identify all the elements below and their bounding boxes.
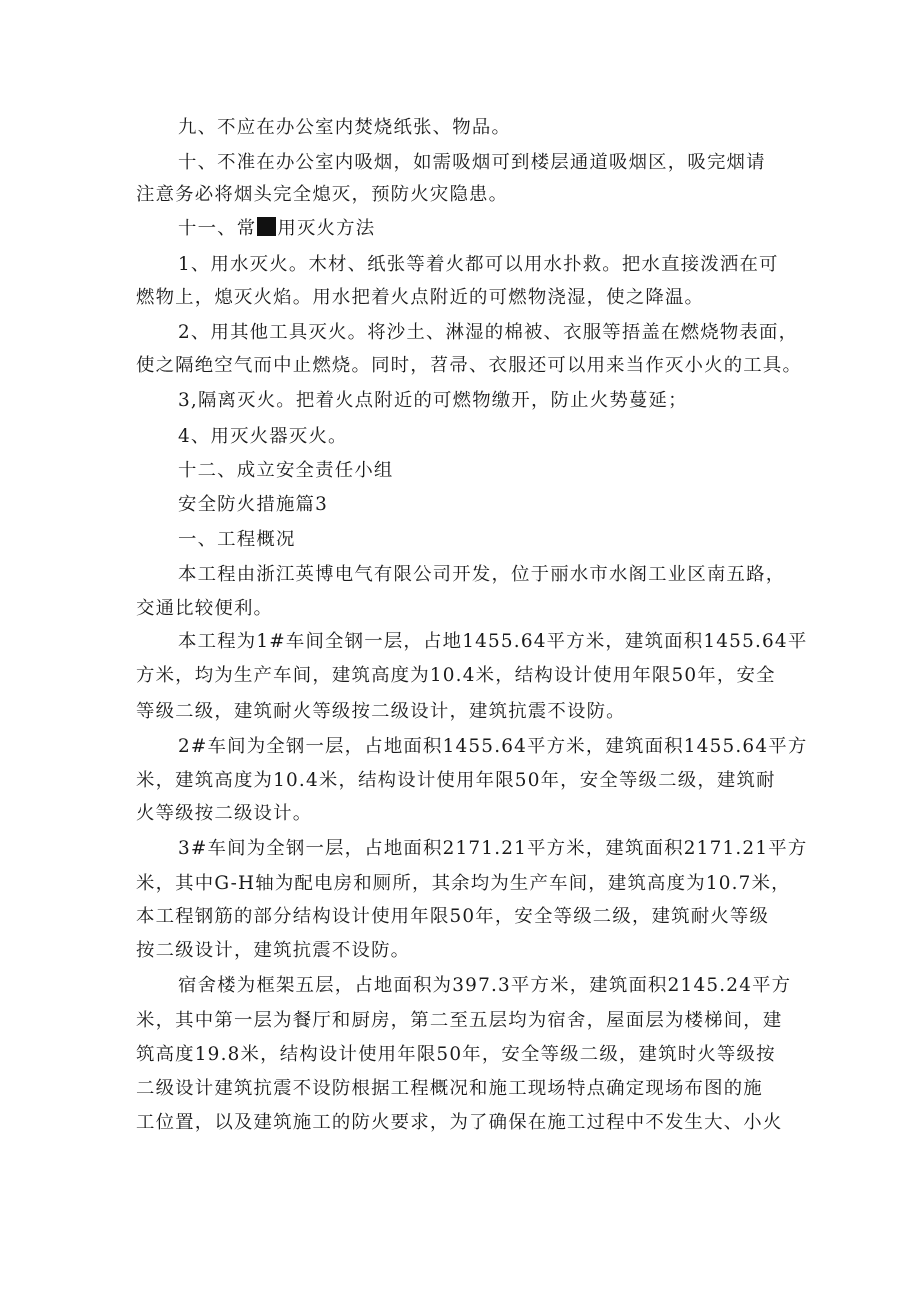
heading-text-part1: 十一、常 (178, 218, 257, 239)
paragraph-line: 方米，均为生产车间，建筑高度为10.4米，结构设计使用年限50年，安全 (136, 665, 776, 686)
paragraph-line: 2、用其他工具灭火。将沙土、淋湿的棉被、衣服等捂盖在燃烧物表面， (178, 322, 799, 343)
paragraph-line: 注意务必将烟头完全熄灭，预防火灾隐患。 (136, 184, 509, 205)
section-title: 安全防火措施篇3 (178, 494, 329, 515)
paragraph-line: 十、不准在办公室内吸烟，如需吸烟可到楼层通道吸烟区，吸完烟请 (178, 152, 766, 173)
paragraph-line: 2#车间为全钢一层，占地面积1455.64平方米，建筑面积1455.64平方 (178, 736, 808, 757)
paragraph-line: 工位置，以及建筑施工的防火要求，为了确保在施工过程中不发生大、小火 (136, 1112, 783, 1133)
paragraph-line: 本工程由浙江英博电气有限公司开发，位于丽水市水阁工业区南五路， (178, 564, 786, 585)
paragraph-line: 米，其中G-H轴为配电房和厕所，其余均为生产车间，建筑高度为10.7米， (136, 873, 791, 894)
paragraph-line: 九、不应在办公室内焚烧纸张、物品。 (178, 117, 512, 138)
redaction-block (257, 217, 276, 236)
paragraph-line: 宿舍楼为框架五层，占地面积为397.3平方米，建筑面积2145.24平方 (178, 975, 792, 996)
paragraph-line: 4、用灭火器灭火。 (178, 426, 348, 447)
paragraph-line: 1、用水灭火。木材、纸张等着火都可以用水扑救。把水直接泼洒在可 (178, 254, 779, 275)
paragraph-line: 使之隔绝空气而中止燃烧。同时，苕帚、衣服还可以用来当作灭小火的工具。 (136, 355, 803, 376)
paragraph-line: 筑高度19.8米，结构设计使用年限50年，安全等级二级，建筑时火等级按 (136, 1044, 776, 1065)
paragraph-line: 米，建筑高度为10.4米，结构设计使用年限50年，安全等级二级，建筑耐 (136, 770, 776, 791)
paragraph-line: 3,隔离灭火。把着火点附近的可燃物缴开，防止火势蔓延； (178, 390, 688, 411)
paragraph-line: 本工程为1#车间全钢一层，占地1455.64平方米，建筑面积1455.64平 (178, 631, 808, 652)
paragraph-line: 一、工程概况 (178, 529, 296, 550)
paragraph-line: 本工程钢筋的部分结构设计使用年限50年，安全等级二级，建筑耐火等级 (136, 906, 770, 927)
paragraph-line: 火等级按二级设计。 (136, 803, 313, 824)
paragraph-line: 十二、成立安全责任小组 (178, 460, 394, 481)
paragraph-line (178, 214, 375, 244)
paragraph-line: 燃物上，熄灭火焰。用水把着火点附近的可燃物浇湿，使之降温。 (136, 287, 705, 308)
paragraph-line: 3#车间为全钢一层，占地面积2171.21平方米，建筑面积2171.21平方 (178, 838, 808, 859)
paragraph-line: 米，其中第一层为餐厅和厨房，第二至五层均为宿舍，屋面层为楼梯间，建 (136, 1010, 783, 1031)
paragraph-line: 交通比较便利。 (136, 598, 274, 619)
paragraph-line: 二级设计建筑抗震不设防根据工程概况和施工现场特点确定现场布图的施 (136, 1078, 763, 1099)
heading-text-part2: 用灭火方法 (277, 218, 376, 239)
paragraph-line: 按二级设计，建筑抗震不设防。 (136, 940, 411, 961)
paragraph-line: 等级二级，建筑耐火等级按二级设计，建筑抗震不设防。 (136, 701, 626, 722)
